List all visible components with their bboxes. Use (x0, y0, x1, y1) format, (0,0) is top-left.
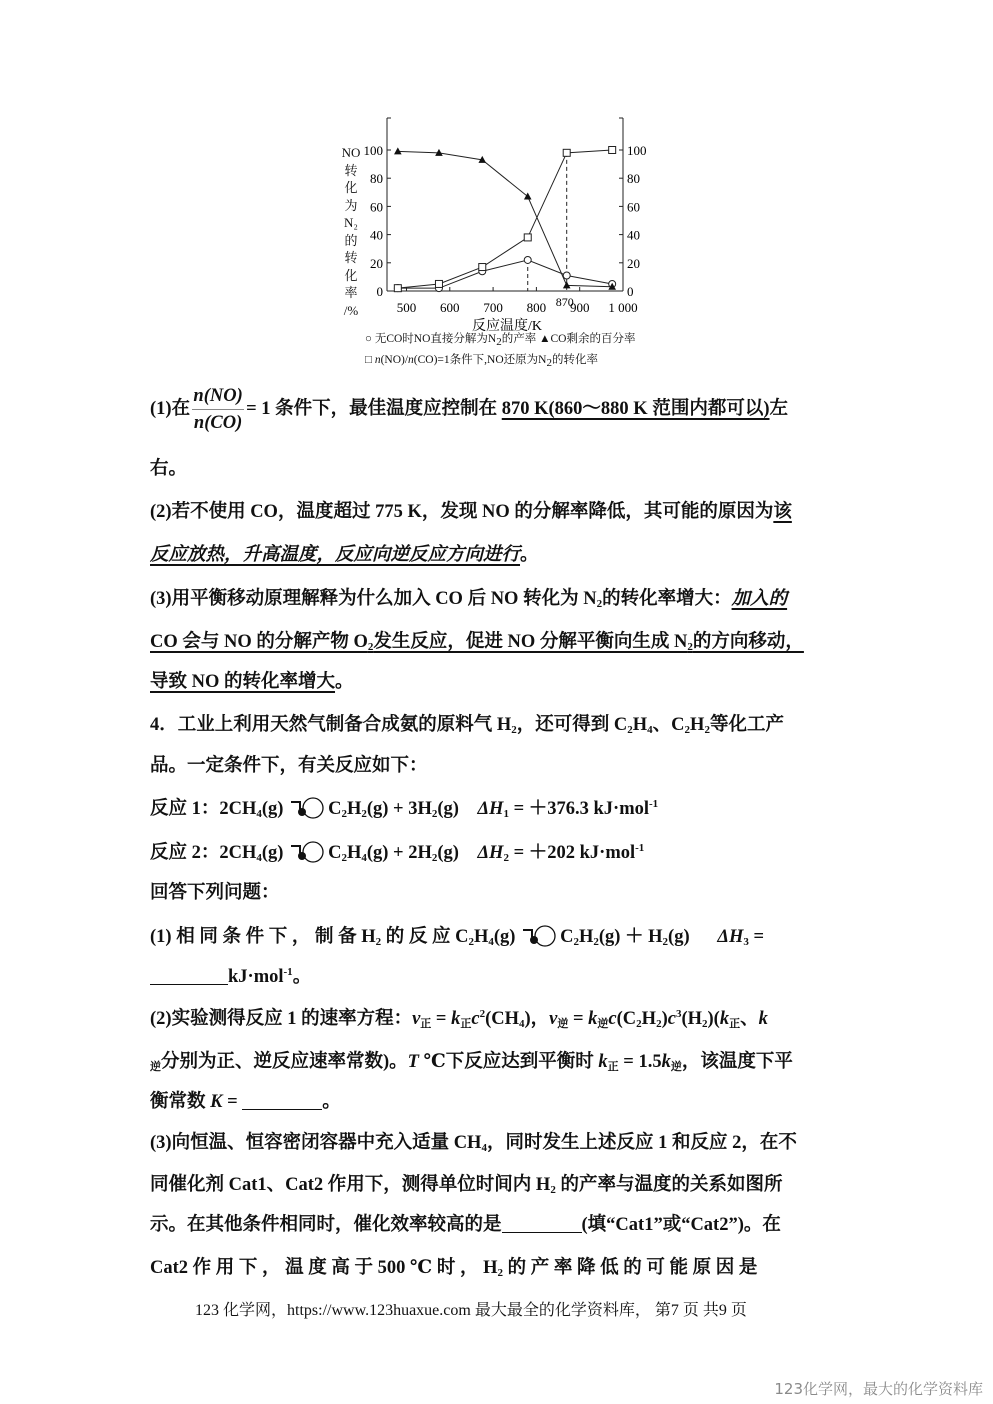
q3-end: 。 (335, 672, 354, 692)
subscript: 3 (743, 936, 749, 948)
y-tick-label: 80 (370, 171, 383, 187)
p4-q2-line-2 (150, 1047, 793, 1074)
subscript: 2 (596, 598, 603, 610)
p4-q1-text: H (473, 927, 489, 947)
p4-q2-text: ) (661, 1009, 668, 1029)
q2-answer: 反应放热，升高温度，反应向逆反应方向进行 (150, 545, 521, 565)
subscript: 4 (481, 1142, 487, 1154)
var: k (661, 1052, 671, 1072)
y-tick-label-right: 0 (627, 284, 634, 299)
q2-answer-start: 该 (773, 502, 792, 522)
fraction-no-co (192, 384, 244, 435)
subscript: 正 (607, 1061, 619, 1073)
x-tick-label: 500 (396, 300, 417, 315)
y-tick-label-right: 80 (627, 171, 640, 187)
subscript: 4 (518, 1018, 525, 1030)
end-mark: 。 (292, 967, 312, 987)
p4-q3-line-2 (150, 1170, 782, 1196)
var: v (412, 1009, 421, 1029)
reaction-rhs: C (328, 799, 342, 819)
p4-q2-text: H (641, 1009, 657, 1029)
q2-text: (2)若不使用 CO，温度超过 775 K，发现 NO 的分解率降低，其可能的原因为 (150, 502, 774, 522)
subscript: 2 (687, 641, 693, 653)
subscript: 4 (488, 936, 494, 948)
q3-answer-end: 导致 NO 的转化率增大 (150, 672, 336, 692)
var: c (471, 1009, 480, 1029)
subscript: 逆 (557, 1018, 569, 1030)
y-axis-label-char: 为 (344, 197, 358, 213)
p4-q3-line-1 (150, 1128, 797, 1154)
var: v (549, 1009, 558, 1029)
subscript: 2 (662, 936, 669, 948)
p4-q2-text: (CH (485, 1009, 519, 1029)
y-tick-label: 20 (370, 255, 383, 271)
p4-q3-text: 的 产 率 降 低 的 可 能 原 因 是 (502, 1258, 758, 1278)
q1-text: = 1 条件下，最佳温度应控制在 (246, 398, 498, 419)
data-point-triangle (563, 281, 571, 288)
data-point-square (609, 147, 616, 154)
reaction-rhs: H (346, 843, 362, 863)
data-point-triangle (394, 147, 402, 154)
p4-intro: 等化工产 (709, 715, 784, 735)
q3-answer: 的方向移动， (692, 632, 804, 652)
y-tick-label-right: 40 (627, 227, 640, 243)
superscript: 3 (675, 1008, 682, 1020)
fraction-numerator: n(NO) (193, 386, 243, 406)
reaction-2 (150, 838, 644, 864)
q1-suffix: 左 (769, 398, 788, 419)
y-tick-label: 40 (370, 227, 383, 243)
reaction-label: 反应 2： (150, 843, 220, 863)
p4-q2-text: 分别为正、逆反应速率常数)。 (161, 1052, 408, 1072)
p4-q3-text: (填“Cat1”或“Cat2”)。在 (581, 1215, 781, 1235)
p4-q3-text: 同催化剂 Cat1、Cat2 作用下，测得单位时间内 H (150, 1175, 551, 1195)
p4-q3-text: 的产率与温度的关系如图所 (555, 1175, 783, 1195)
end-mark: 。 (322, 1092, 341, 1112)
p4-intro: 4．工业上利用天然气制备合成氨的原料气 H (150, 715, 512, 735)
data-point-square (435, 280, 442, 287)
p4-q1-text: H (578, 927, 594, 947)
legend-text: n (408, 354, 414, 366)
subscript: 2 (550, 1184, 556, 1196)
legend-square-icon: □ (365, 354, 375, 366)
reaction-lhs: 2CH (219, 799, 257, 819)
superscript: -1 (649, 798, 659, 810)
p4-q2-text: (C (616, 1009, 637, 1029)
data-point-triangle (524, 193, 532, 200)
p4-q1-text: (g) ＋ H (598, 927, 663, 947)
q1-line-1 (150, 384, 788, 435)
superscript: -1 (635, 842, 645, 854)
legend-square-label: (CO)=1条件下,NO还原为N (413, 354, 547, 366)
fraction-denominator: n(CO) (193, 413, 243, 433)
data-point-square (563, 149, 570, 156)
answer-header: 回答下列问题： (150, 883, 280, 903)
delta-h-value: = ＋376.3 kJ·mol (508, 799, 650, 819)
reaction-1 (150, 794, 658, 820)
var: k (598, 1052, 608, 1072)
var: c (667, 1009, 676, 1029)
y-axis-label-char: 的 (344, 232, 358, 248)
subscript: 2 (656, 1018, 662, 1030)
legend-text: (NO)/ (380, 354, 409, 366)
answer-blank-k[interactable] (242, 1091, 322, 1110)
subscript: 逆 (150, 1061, 161, 1073)
subscript: 2 (684, 724, 691, 736)
reaction-rhs: (g) + 2H (366, 843, 432, 863)
subscript: 2 (704, 724, 710, 736)
subscript: 2 (361, 808, 367, 820)
subscript: 正 (729, 1018, 741, 1030)
p4-q1-text: (1) 相 同 条 件 下 ， 制 备 H (150, 927, 376, 947)
fraction-bar (192, 409, 244, 410)
legend-circle-icon: ○ (365, 333, 375, 345)
p4-q2-line-1 (150, 1004, 768, 1031)
x-tick-label: 700 (483, 300, 503, 315)
p4-q3-text: (3)向恒温、恒容密闭容器中充入适量 CH (150, 1133, 482, 1153)
subscript: 2 (511, 724, 517, 736)
delta-h: ΔH (717, 927, 744, 947)
y-tick-label: 60 (370, 199, 383, 215)
p4-q1-text: C (560, 927, 574, 947)
p4-q3-line-4 (150, 1253, 757, 1279)
subscript: 逆 (597, 1018, 609, 1030)
delta-h: ΔH (477, 799, 504, 819)
answer-blank-catalyst[interactable] (502, 1214, 582, 1233)
superscript: -1 (283, 966, 293, 978)
legend-row-2 (365, 351, 635, 372)
subscript: 2 (341, 852, 347, 864)
x-tick-label: 800 (526, 300, 547, 315)
q1-answer: 870 K(860～880 K 范围内都可以) (501, 398, 770, 419)
subscript: 4 (647, 724, 653, 736)
y-axis-label-char: 化 (344, 180, 358, 195)
data-point-square (524, 234, 531, 241)
q2-end: 。 (520, 545, 539, 565)
subscript: 2 (503, 852, 509, 864)
var: k (719, 1009, 730, 1029)
p4-q3-text: Cat2 作 用 下 ， 温 度 高 于 500 ℃ 时 ， H (150, 1258, 498, 1278)
reaction-rhs: (g) (437, 799, 459, 819)
delta-h: ΔH (477, 843, 504, 863)
subscript: 2 (468, 936, 474, 948)
subscript: 4 (256, 852, 262, 864)
x-tick-label: 600 (440, 300, 460, 315)
q1-prefix: (1)在 (150, 398, 191, 419)
series-line-triangle (398, 151, 612, 286)
subscript: 2 (367, 641, 374, 653)
data-point-circle (524, 256, 531, 263)
var: k (588, 1009, 598, 1029)
equals: = (431, 1009, 452, 1029)
var: k (451, 1009, 461, 1029)
q3-text: 的转化率增大： (602, 589, 732, 609)
legend-text: n (374, 354, 381, 366)
reaction-label: 反应 1： (150, 799, 220, 819)
chart (330, 110, 660, 375)
x-tick-label: 900 (569, 300, 590, 315)
x-tick-label: 1 000 (608, 300, 638, 315)
x-axis-title: 反应温度/K (472, 319, 542, 334)
subscript: 2 (593, 936, 599, 948)
q2-line-1 (150, 497, 792, 523)
q3-text: (3)用平衡移动原理解释为什么加入 CO 后 NO 转化为 N (150, 589, 597, 609)
y-tick-label: 100 (363, 143, 383, 158)
data-point-circle (563, 272, 570, 279)
q3-line-3 (150, 667, 354, 693)
p4-intro: H (632, 715, 648, 735)
reaction-rhs: C (328, 843, 342, 863)
subscript: 2 (496, 336, 502, 348)
subscript: 2 (431, 852, 438, 864)
answer-blank-dh3[interactable] (150, 966, 228, 985)
subscript: 2 (375, 936, 382, 948)
q1-line-2: 右。 (150, 459, 188, 479)
p4-intro-line-1 (150, 710, 784, 736)
subscript: 4 (256, 808, 262, 820)
p4-q3-text: ，同时发生上述反应 1 和反应 2，在不 (486, 1133, 797, 1153)
subscript: 正 (420, 1018, 432, 1030)
equals: = (748, 927, 765, 947)
q3-line-2 (150, 627, 804, 653)
equals: = (222, 1092, 243, 1112)
legend-triangle-label: 的产率 ▲CO剩余的百分率 (501, 333, 636, 345)
superscript: 2 (479, 1008, 486, 1020)
reaction-rhs: (g) + 3H (366, 799, 432, 819)
p4-q1-line-2 (150, 962, 311, 988)
page-footer: 123 化学网，https://www.123huaxue.com 最大最全的化学资料库， 第7 页 共9 页 (195, 1302, 747, 1319)
series-line-circle (398, 260, 612, 288)
reversible-arrow-icon (288, 797, 328, 819)
reaction-rhs: (g) (437, 843, 459, 863)
reaction-lhs: 2CH (219, 843, 257, 863)
q3-answer: 发生反应，促进 NO 分解平衡向生成 N (373, 632, 688, 652)
watermark: 123化学网，最大的化学资料库 (774, 1380, 983, 1398)
separator: 、 (740, 1009, 759, 1029)
subscript: 逆 (670, 1061, 682, 1073)
p4-q2-text: ，该温度下平 (681, 1052, 793, 1072)
var: c (608, 1009, 617, 1029)
y-tick-label: 0 (376, 284, 383, 299)
y-tick-label-right: 20 (627, 255, 640, 271)
equals: = (568, 1009, 589, 1029)
subscript: 1 (503, 808, 509, 820)
subscript: 正 (460, 1018, 472, 1030)
p4-q2-text: 衡常数 (150, 1092, 211, 1112)
p4-q3-line-3 (150, 1210, 781, 1236)
subscript: 2 (702, 1018, 708, 1030)
subscript: 2 (341, 808, 347, 820)
unit: kJ·mol (228, 967, 284, 987)
var: K (210, 1092, 223, 1112)
p4-intro-line-2: 品。一定条件下，有关反应如下： (150, 756, 428, 776)
reaction-lhs: (g) (261, 843, 284, 863)
q3-answer-start: 加入的 (731, 589, 788, 609)
reaction-rhs: H (346, 799, 362, 819)
series-line-square (398, 150, 612, 288)
y-axis-label-char: 率 (344, 285, 358, 300)
p4-q1-line-1 (150, 922, 764, 948)
subscript: 2 (497, 1267, 503, 1279)
p4-intro: ，还可得到 C (516, 715, 628, 735)
subscript: 2 (573, 936, 579, 948)
q2-line-2 (150, 540, 539, 566)
p4-q2-text: ℃下反应达到平衡时 (418, 1052, 599, 1072)
y-axis-label-char: 转 (344, 250, 358, 265)
p4-q2-text: )( (707, 1009, 720, 1029)
p4-q2-text: = 1.5 (618, 1052, 662, 1072)
p4-q1-text: (g) (668, 927, 690, 947)
y-axis-label (340, 144, 362, 319)
p4-q2-line-3 (150, 1087, 341, 1113)
p4-intro: 、C (652, 715, 685, 735)
p4-q3-text: 示。在其他条件相同时，催化效率较高的是 (150, 1215, 502, 1235)
legend-row-1 (365, 330, 635, 351)
delta-h-value: = ＋202 kJ·mol (508, 843, 636, 863)
var: k (758, 1009, 768, 1029)
p4-q1-text: 的 反 应 C (381, 927, 469, 947)
y-tick-label-right: 60 (627, 199, 640, 215)
reversible-arrow-icon (288, 841, 328, 863)
y-axis-label-char: N₂ (344, 215, 358, 230)
y-axis-label-char: 化 (344, 267, 358, 283)
q3-answer: CO 会与 NO 的分解产物 O (150, 632, 368, 652)
q3-line-1 (150, 584, 787, 610)
reversible-arrow-icon (520, 925, 560, 947)
y-axis-label-char: NO (341, 145, 361, 160)
y-tick-label-right: 100 (627, 143, 647, 158)
var: T (407, 1052, 419, 1072)
p4-q2-text: (2)实验测得反应 1 的速率方程： (150, 1009, 413, 1029)
legend-circle-label: 无CO时NO直接分解为N (374, 333, 497, 345)
subscript: 2 (627, 724, 633, 736)
y-axis-label-char: /% (343, 302, 359, 318)
data-point-square (479, 264, 486, 271)
p4-q1-text: (g) (493, 927, 516, 947)
chart-legend (365, 330, 635, 372)
data-point-square (394, 285, 401, 292)
subscript: 2 (431, 808, 438, 820)
legend-text: 的转化率 (551, 354, 598, 366)
subscript: 4 (361, 852, 367, 864)
p4-intro: H (690, 715, 705, 735)
y-axis-label-char: 转 (344, 162, 358, 178)
p4-q2-text: (H (681, 1009, 703, 1029)
subscript: 2 (636, 1018, 642, 1030)
p4-q2-text: )， (524, 1009, 550, 1029)
x-annotation-label: 870 (555, 295, 574, 309)
reaction-lhs: (g) (261, 799, 284, 819)
subscript: 2 (546, 357, 552, 369)
